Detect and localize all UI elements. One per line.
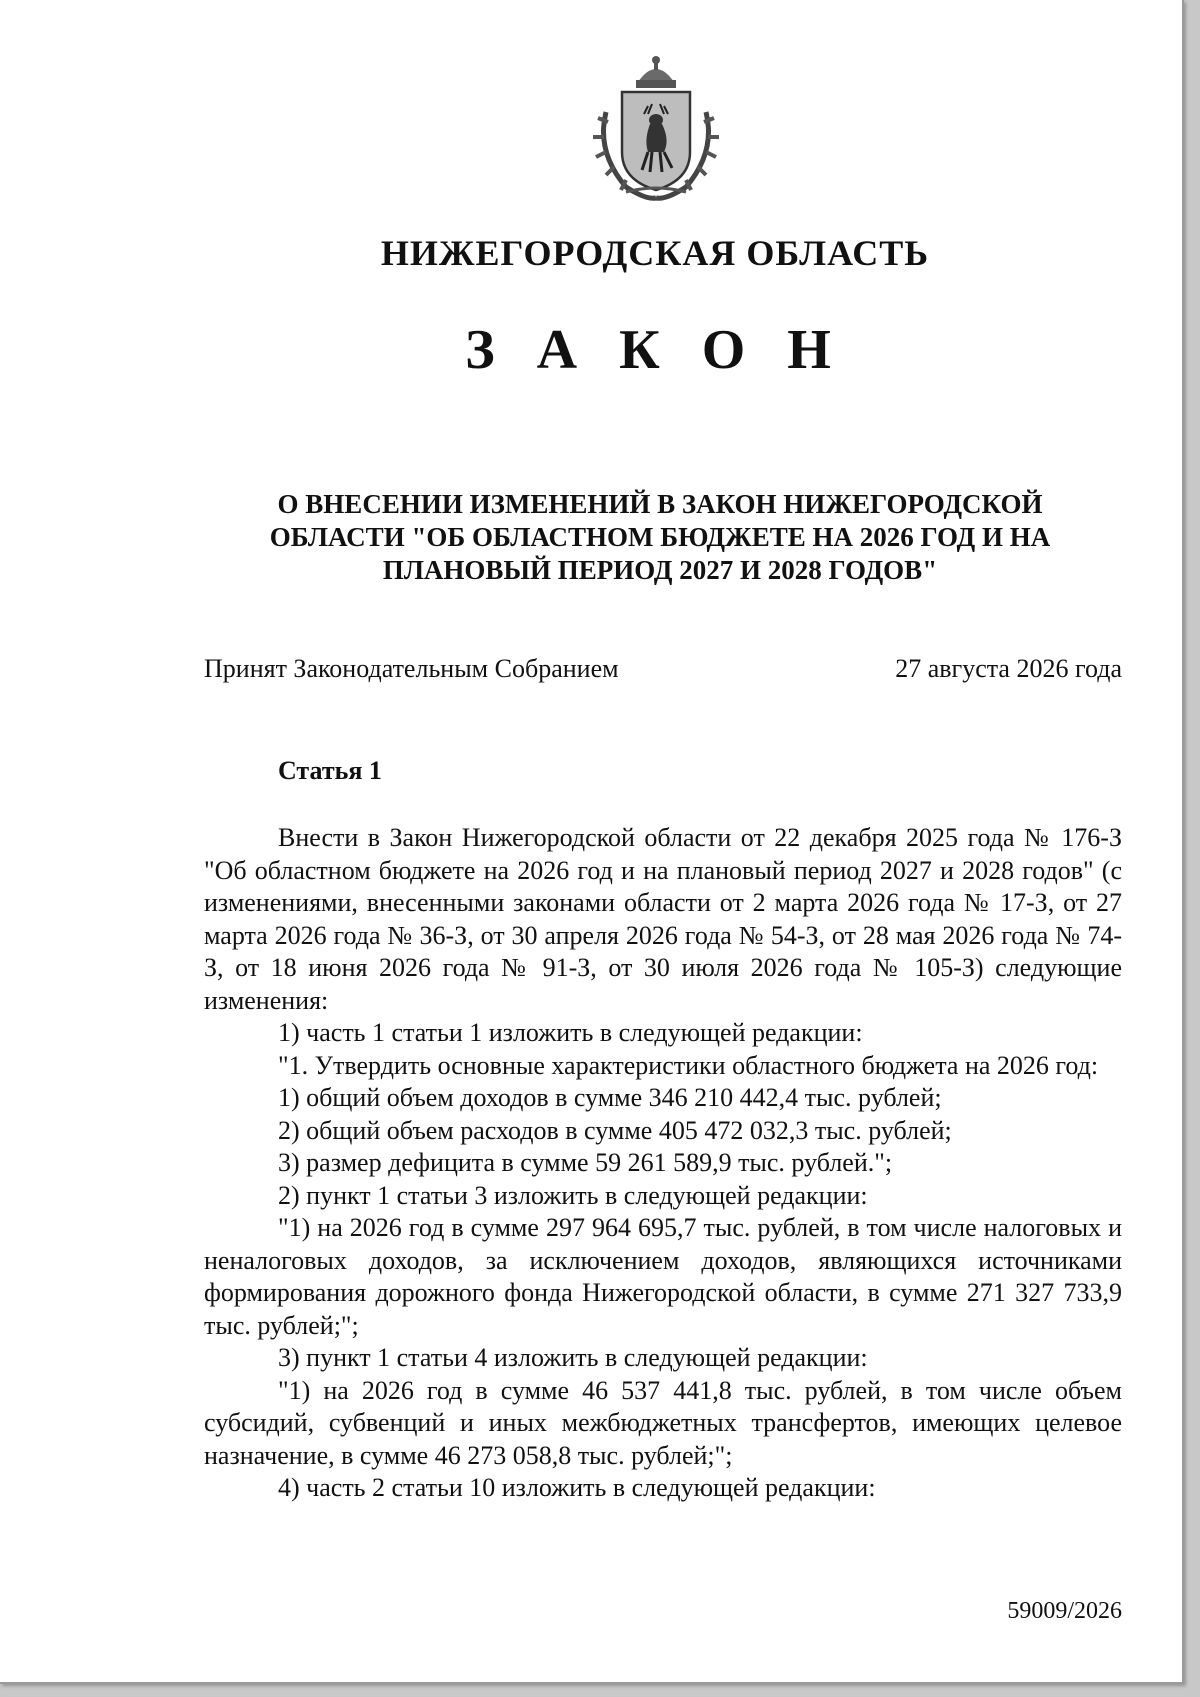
document-type-title: З А К О Н — [465, 319, 845, 381]
subject-line: ОБЛАСТИ "ОБ ОБЛАСТНОМ БЮДЖЕТЕ НА 2026 ГОД И НА — [269, 522, 1051, 552]
paragraph: "1) на 2026 год в сумме 297 964 695,7 тыс. рублей, в том числе налоговых и неналоговых доходов, за исключением доходов, являющихся источниками формирования дорожного фонда Нижегородской области, в сумме 271 327 733,9 тыс. рублей;"; — [204, 1213, 1122, 1340]
adoption-date: 27 августа 2026 года — [895, 654, 1122, 683]
paragraph: 1) часть 1 статьи 1 изложить в следующей редакции: — [278, 1018, 863, 1047]
paragraph: "1. Утвердить основные характеристики областного бюджета на 2026 год: — [278, 1050, 1099, 1080]
article-body — [204, 822, 1122, 1505]
adopted-by: Принят Законодательным Собранием — [204, 654, 619, 683]
adoption-line — [204, 654, 1122, 684]
subject-line: О ВНЕСЕНИИ ИЗМЕНЕНИЙ В ЗАКОН НИЖЕГОРОДСКОЙ — [277, 489, 1043, 519]
paragraph: "1) на 2026 год в сумме 46 537 441,8 тыс. рублей, в том числе объем субсидий, субвенций и иных межбюджетных трансфертов, имеющих целевое назначение, в сумме 46 273 058,8 тыс. рублей;"; — [204, 1375, 1122, 1470]
coat-of-arms-icon — [586, 52, 726, 202]
paragraph: 4) часть 2 статьи 10 изложить в следующей редакции: — [278, 1473, 876, 1502]
document-number: 59009/2026 — [1007, 1598, 1122, 1624]
paragraph: 2) пункт 1 статьи 3 изложить в следующей редакции: — [278, 1180, 868, 1210]
region-name: НИЖЕГОРОДСКАЯ ОБЛАСТЬ — [380, 233, 930, 273]
paragraph: 3) размер дефицита в сумме 59 261 589,9 тыс. рублей."; — [278, 1148, 893, 1177]
subject-line: ПЛАНОВЫЙ ПЕРИОД 2027 И 2028 ГОДОВ" — [382, 555, 938, 585]
paragraph: 3) пункт 1 статьи 4 изложить в следующей редакции: — [278, 1343, 868, 1372]
paragraph: 1) общий объем доходов в сумме 346 210 442,4 тыс. рублей; — [278, 1083, 942, 1112]
article-heading: Статья 1 — [278, 756, 382, 785]
paragraph: Внести в Закон Нижегородской области от 22 декабря 2025 года № 176-З "Об областном бюджете на 2026 год и на плановый период 2027 и 2028 годов" (с изменениями, внесенными законами области от 2 марта 2026 года № 17-З, от 27 марта 2026 года № 36-З, от 30 апреля 2026 года № 54-З, от 28 мая 2026 года № 74-З, от 18 июня 2026 года № 91-З, от 30 июля 2026 года № 105-З) следующие изменения: — [204, 823, 1122, 1015]
law-subject-title — [240, 488, 1080, 587]
paragraph: 2) общий объем расходов в сумме 405 472 032,3 тыс. рублей; — [278, 1115, 952, 1145]
